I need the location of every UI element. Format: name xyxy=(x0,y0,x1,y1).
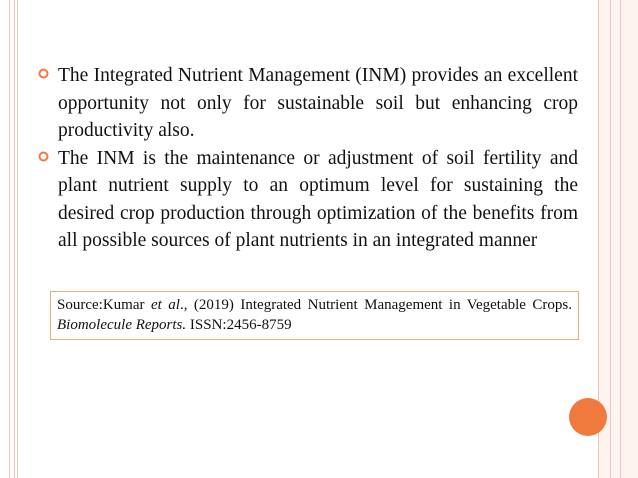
orange-circle-icon xyxy=(569,398,607,436)
source-journal: Biomolecule Reports. xyxy=(57,317,187,333)
left-decor-line-2 xyxy=(14,0,15,478)
bullet-text-2: The INM is the maintenance or adjustment of soil fertility and plant nutrient supply to an optimum level for sustaining the desired crop production through optimization of the benefits from all possible sources of plant nutrients in an integrated manner xyxy=(58,147,578,251)
bullet-item-1 xyxy=(38,62,578,145)
left-decor-line-1 xyxy=(9,0,10,478)
left-decor-line-3 xyxy=(17,0,18,478)
slide-content xyxy=(38,62,578,255)
bullet-item-2 xyxy=(38,145,578,255)
hollow-circle-bullet-icon xyxy=(38,62,58,79)
right-decor-line-3 xyxy=(620,0,621,478)
bullet-text-1: The Integrated Nutrient Management (INM) provides an excellent opportunity not only for sustainable soil but enhancing crop productivity also. xyxy=(58,65,578,141)
source-middle: ., (2019) Integrated Nutrient Management in Vegetable Crops. xyxy=(179,297,572,313)
right-decor-line-2 xyxy=(610,0,611,478)
hollow-circle-bullet-icon xyxy=(38,145,58,162)
source-issn: ISSN:2456-8759 xyxy=(186,317,292,333)
source-prefix: Source:Kumar xyxy=(57,297,151,313)
source-etal: et al xyxy=(150,297,180,313)
source-citation-box xyxy=(50,291,579,340)
